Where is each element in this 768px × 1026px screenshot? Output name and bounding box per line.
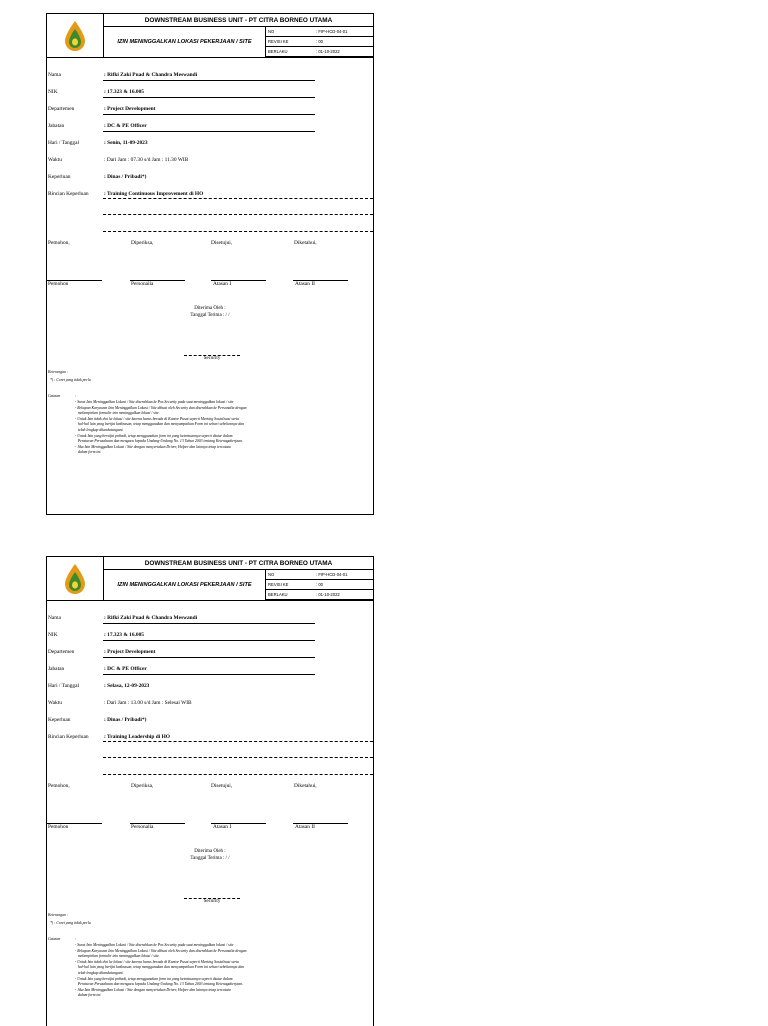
field-departemen: Departemen : Project Development [47,647,373,659]
meta-berlaku: BERLAKU : 01-10-2022 [266,47,373,57]
catatan-colon: : [75,937,77,941]
company-name: DOWNSTREAM BUSINESS UNIT - PT CITRA BORNEO UTAMA [104,14,373,27]
field-keperluan: Keperluan : Dinas / Pribadi*) [48,174,147,180]
catatan-label: Catatan [48,394,61,398]
catatan-label: Catatan [48,937,61,941]
catatan-item: - Surat Izin Meninggalkan Lokasi / Site diserahkan ke Pos Security pada saat meninggalkan lokasi / site [75,943,234,947]
field-nama: Nama : Rifki Zaki Puad & Chandra Meswandi [47,613,373,625]
form-header [47,14,373,57]
document-title: IZIN MENINGGALKAN LOKASI PEKERJAAN / SITE [104,570,266,600]
meta-revisi: REVISI KE : 00 [266,580,373,590]
field-waktu: Waktu : Dari Jam : 07.30 s/d Jam : 11.30 WIB [48,157,189,163]
field-waktu: Waktu : Dari Jam : 13.00 s/d Jam : Selesai WIB [48,700,192,706]
logo-cell [47,557,104,600]
received-date: Tanggal Terima : / / [190,313,230,318]
catatan-item: hal-hal lain yang berifat kedinasan, tetap menggunakan dan menyampaikan Form ini sehari sebelumnya dan [75,422,245,427]
rincian-line-2 [103,214,373,215]
catatan-item: hal-hal lain yang berifat kedinasan, tetap menggunakan dan menyampaikan Form ini sehari sebelumnya dan [75,965,245,970]
catatan-list [75,943,365,999]
field-jabatan: Jabatan : DC & PE Officer [47,664,373,676]
catatan-item: telah lengkap ditandatangani. [75,427,124,432]
meta-no: NO : FIP-HCD-04-01 [266,570,373,580]
rincian-line-1 [103,741,373,742]
catatan-item: - Surat Izin Meninggalkan Lokasi / Site diserahkan ke Pos Security pada saat meninggalkan lokasi / site [75,400,234,404]
rincian-line-3 [103,231,373,232]
received-date: Tanggal Terima : / / [190,856,230,861]
field-nama: Nama : Rifki Zaki Puad & Chandra Meswandi [47,70,373,82]
oil-drop-logo-icon [63,20,87,52]
catatan-item: - Jika Izin Meninggalkan Lokasi / Site dengan menyertakan Driver, Helper dan lainnya tetap tercatata [75,444,231,449]
field-jabatan: Jabatan : DC & PE Officer [47,121,373,133]
catatan-item: - Untuk Izin yang bersifat pribadi, tetap menggunakan form ini yang ketentuannya seperti diatur dalam [75,976,233,981]
form-header [47,557,373,600]
keterangan-label: Keterangan : [48,370,69,374]
coret-note: *) : Coret yang tidak perlu [50,921,91,925]
document-title: IZIN MENINGGALKAN LOKASI PEKERJAAN / SITE [104,27,266,57]
oil-drop-logo-icon [63,563,87,595]
header-divider [47,600,373,601]
company-name: DOWNSTREAM BUSINESS UNIT - PT CITRA BORNEO UTAMA [104,557,373,570]
field-departemen: Departemen : Project Development [47,104,373,116]
field-keperluan: Keperluan : Dinas / Pribadi*) [48,717,147,723]
received-by: Diterima Oleh : [194,306,226,311]
catatan-item: Peraturan Perusahaan dan mengacu kepada Undang-Undang No. 13 Tahun 2003 tentang Ketenagakerjaan. [75,439,243,444]
catatan-item: melampirkan formulir izin meninggalkan lokasi / site. [75,411,160,416]
logo-cell [47,14,104,57]
catatan-item: melampirkan formulir izin meninggalkan lokasi / site. [75,954,160,959]
catatan-item: - Untuk Izin tidak dwi ke lokasi / site karena harus berada di Kantor Pusat seperti Meeting Sosialisasi serta [75,416,239,421]
document-meta [266,570,373,600]
header-divider [47,57,373,58]
security-label: Security [203,899,221,904]
meta-berlaku: BERLAKU : 01-10-2022 [266,590,373,600]
security-label: Security [203,356,221,361]
catatan-item: - Rekapan Karyawan Izin Meninggalkan Lokasi / Site dibuat oleh Security dan diserahkan ke Personalia dengan [75,948,247,953]
rincian-line-3 [103,774,373,775]
meta-no: NO : FIP-HCD-04-01 [266,27,373,37]
catatan-item: dalam form ini. [75,993,102,998]
meta-revisi: REVISI KE : 00 [266,37,373,47]
permit-form-1: DOWNSTREAM BUSINESS UNIT - PT CITRA BORNEO UTAMA IZIN MENINGGALKAN LOKASI PEKERJAAN / SITE NO : FIP-HCD-04-01 REVISI KE : 00 BERLAKU : 01-10-2022 Nama : Rifki Zaki Puad & Chandra Meswandi NIK : 17.323 & 16.005 Departemen : Project Development Jabatan : DC & PE Officer Hari / Tanggal : Senin, 11-09-2023 Waktu : Dari Jam : 07.30 s/d Jam : 11.30 WIB Keperluan : Dinas / Pribadi*) Rincian Keperluan : Training Continuous Improvement di HO Pemohon, Diperiksa, Disetujui, Diketahui, Pemohon Personalia Atasan I Atasan II Diterima Oleh : Tanggal Terima : / / Security Keterangan : *) : Coret yang tidak perlu Catatan : - Surat Izin Meninggalkan Lokasi / Site diserahkan ke Pos Security pada saat meninggalkan lokasi / site - Rekapan Karyawan Izin Meninggalkan Lokasi / Site dibuat oleh Security dan diserahkan ke Personalia dengan melampirkan formulir izin meninggalkan lokasi / site. - Untuk Izin tidak dwi ke lokasi / site karena harus berada di Kantor Pusat seperti Meeting Sosialisasi serta hal-hal lain yang berifat kedinasan, tetap menggunakan dan menyampaikan Form ini sehari sebelumnya dan telah lengkap ditandatangani. - Untuk Izin yang bersifat pribadi, tetap menggunakan form ini yang ketentuannya seperti diatur dalam Peraturan Perusahaan dan mengacu kepada Undang-Undang No. 13 Tahun 2003 tentang Ketenagakerjaan. - Jika Izin Meninggalkan Lokasi / Site dengan menyertakan Driver, Helper dan lainnya tetap tercatata dalam form ini. [46,13,374,515]
field-rincian-keperluan: Rincian Keperluan : Training Continuous Improvement di HO [48,191,204,197]
document-meta [266,27,373,57]
catatan-item: - Jika Izin Meninggalkan Lokasi / Site dengan menyertakan Driver, Helper dan lainnya tetap tercatata [75,987,231,992]
catatan-item: telah lengkap ditandatangani. [75,970,124,975]
catatan-item: - Rekapan Karyawan Izin Meninggalkan Lokasi / Site dibuat oleh Security dan diserahkan ke Personalia dengan [75,405,247,410]
catatan-item: - Untuk Izin yang bersifat pribadi, tetap menggunakan form ini yang ketentuannya seperti diatur dalam [75,433,233,438]
field-hari-tanggal: Hari / Tanggal : Selasa, 12-09-2023 [48,683,150,689]
coret-note: *) : Coret yang tidak perlu [50,378,91,382]
catatan-list [75,400,365,456]
received-by: Diterima Oleh : [194,849,226,854]
catatan-item: dalam form ini. [75,450,102,455]
catatan-item: - Untuk Izin tidak dwi ke lokasi / site karena harus berada di Kantor Pusat seperti Meeting Sosialisasi serta [75,959,239,964]
catatan-item: Peraturan Perusahaan dan mengacu kepada Undang-Undang No. 13 Tahun 2003 tentang Ketenagakerjaan. [75,982,243,987]
rincian-line-1 [103,198,373,199]
catatan-colon: : [75,394,77,398]
field-hari-tanggal: Hari / Tanggal : Senin, 11-09-2023 [48,140,148,146]
keterangan-label: Keterangan : [48,913,69,917]
permit-form-2: DOWNSTREAM BUSINESS UNIT - PT CITRA BORNEO UTAMA IZIN MENINGGALKAN LOKASI PEKERJAAN / SITE NO : FIP-HCD-04-01 REVISI KE : 00 BERLAKU : 01-10-2022 Nama : Rifki Zaki Puad & Chandra Meswandi NIK : 17.323 & 16.005 Departemen : Project Development Jabatan : DC & PE Officer Hari / Tanggal : Selasa, 12-09-2023 Waktu : Dari Jam : 13.00 s/d Jam : Selesai WIB Keperluan : Dinas / Pribadi*) Rincian Keperluan : Training Leadership di HO Pemohon, Diperiksa, Disetujui, Diketahui, Pemohon Personalia Atasan I Atasan II Diterima Oleh : Tanggal Terima : / / Security Keterangan : *) : Coret yang tidak perlu Catatan : - Surat Izin Meninggalkan Lokasi / Site diserahkan ke Pos Security pada saat meninggalkan lokasi / site - Rekapan Karyawan Izin Meninggalkan Lokasi / Site dibuat oleh Security dan diserahkan ke Personalia dengan melampirkan formulir izin meninggalkan lokasi / site. - Untuk Izin tidak dwi ke lokasi / site karena harus berada di Kantor Pusat seperti Meeting Sosialisasi serta hal-hal lain yang berifat kedinasan, tetap menggunakan dan menyampaikan Form ini sehari sebelumnya dan telah lengkap ditandatangani. - Untuk Izin yang bersifat pribadi, tetap menggunakan form ini yang ketentuannya seperti diatur dalam Peraturan Perusahaan dan mengacu kepada Undang-Undang No. 13 Tahun 2003 tentang Ketenagakerjaan. - Jika Izin Meninggalkan Lokasi / Site dengan menyertakan Driver, Helper dan lainnya tetap tercatata dalam form ini. [46,556,374,1026]
field-nik: NIK : 17.323 & 16.005 [47,87,373,99]
rincian-line-2 [103,757,373,758]
field-nik: NIK : 17.323 & 16.005 [47,630,373,642]
field-rincian-keperluan: Rincian Keperluan : Training Leadership di HO [48,734,170,740]
